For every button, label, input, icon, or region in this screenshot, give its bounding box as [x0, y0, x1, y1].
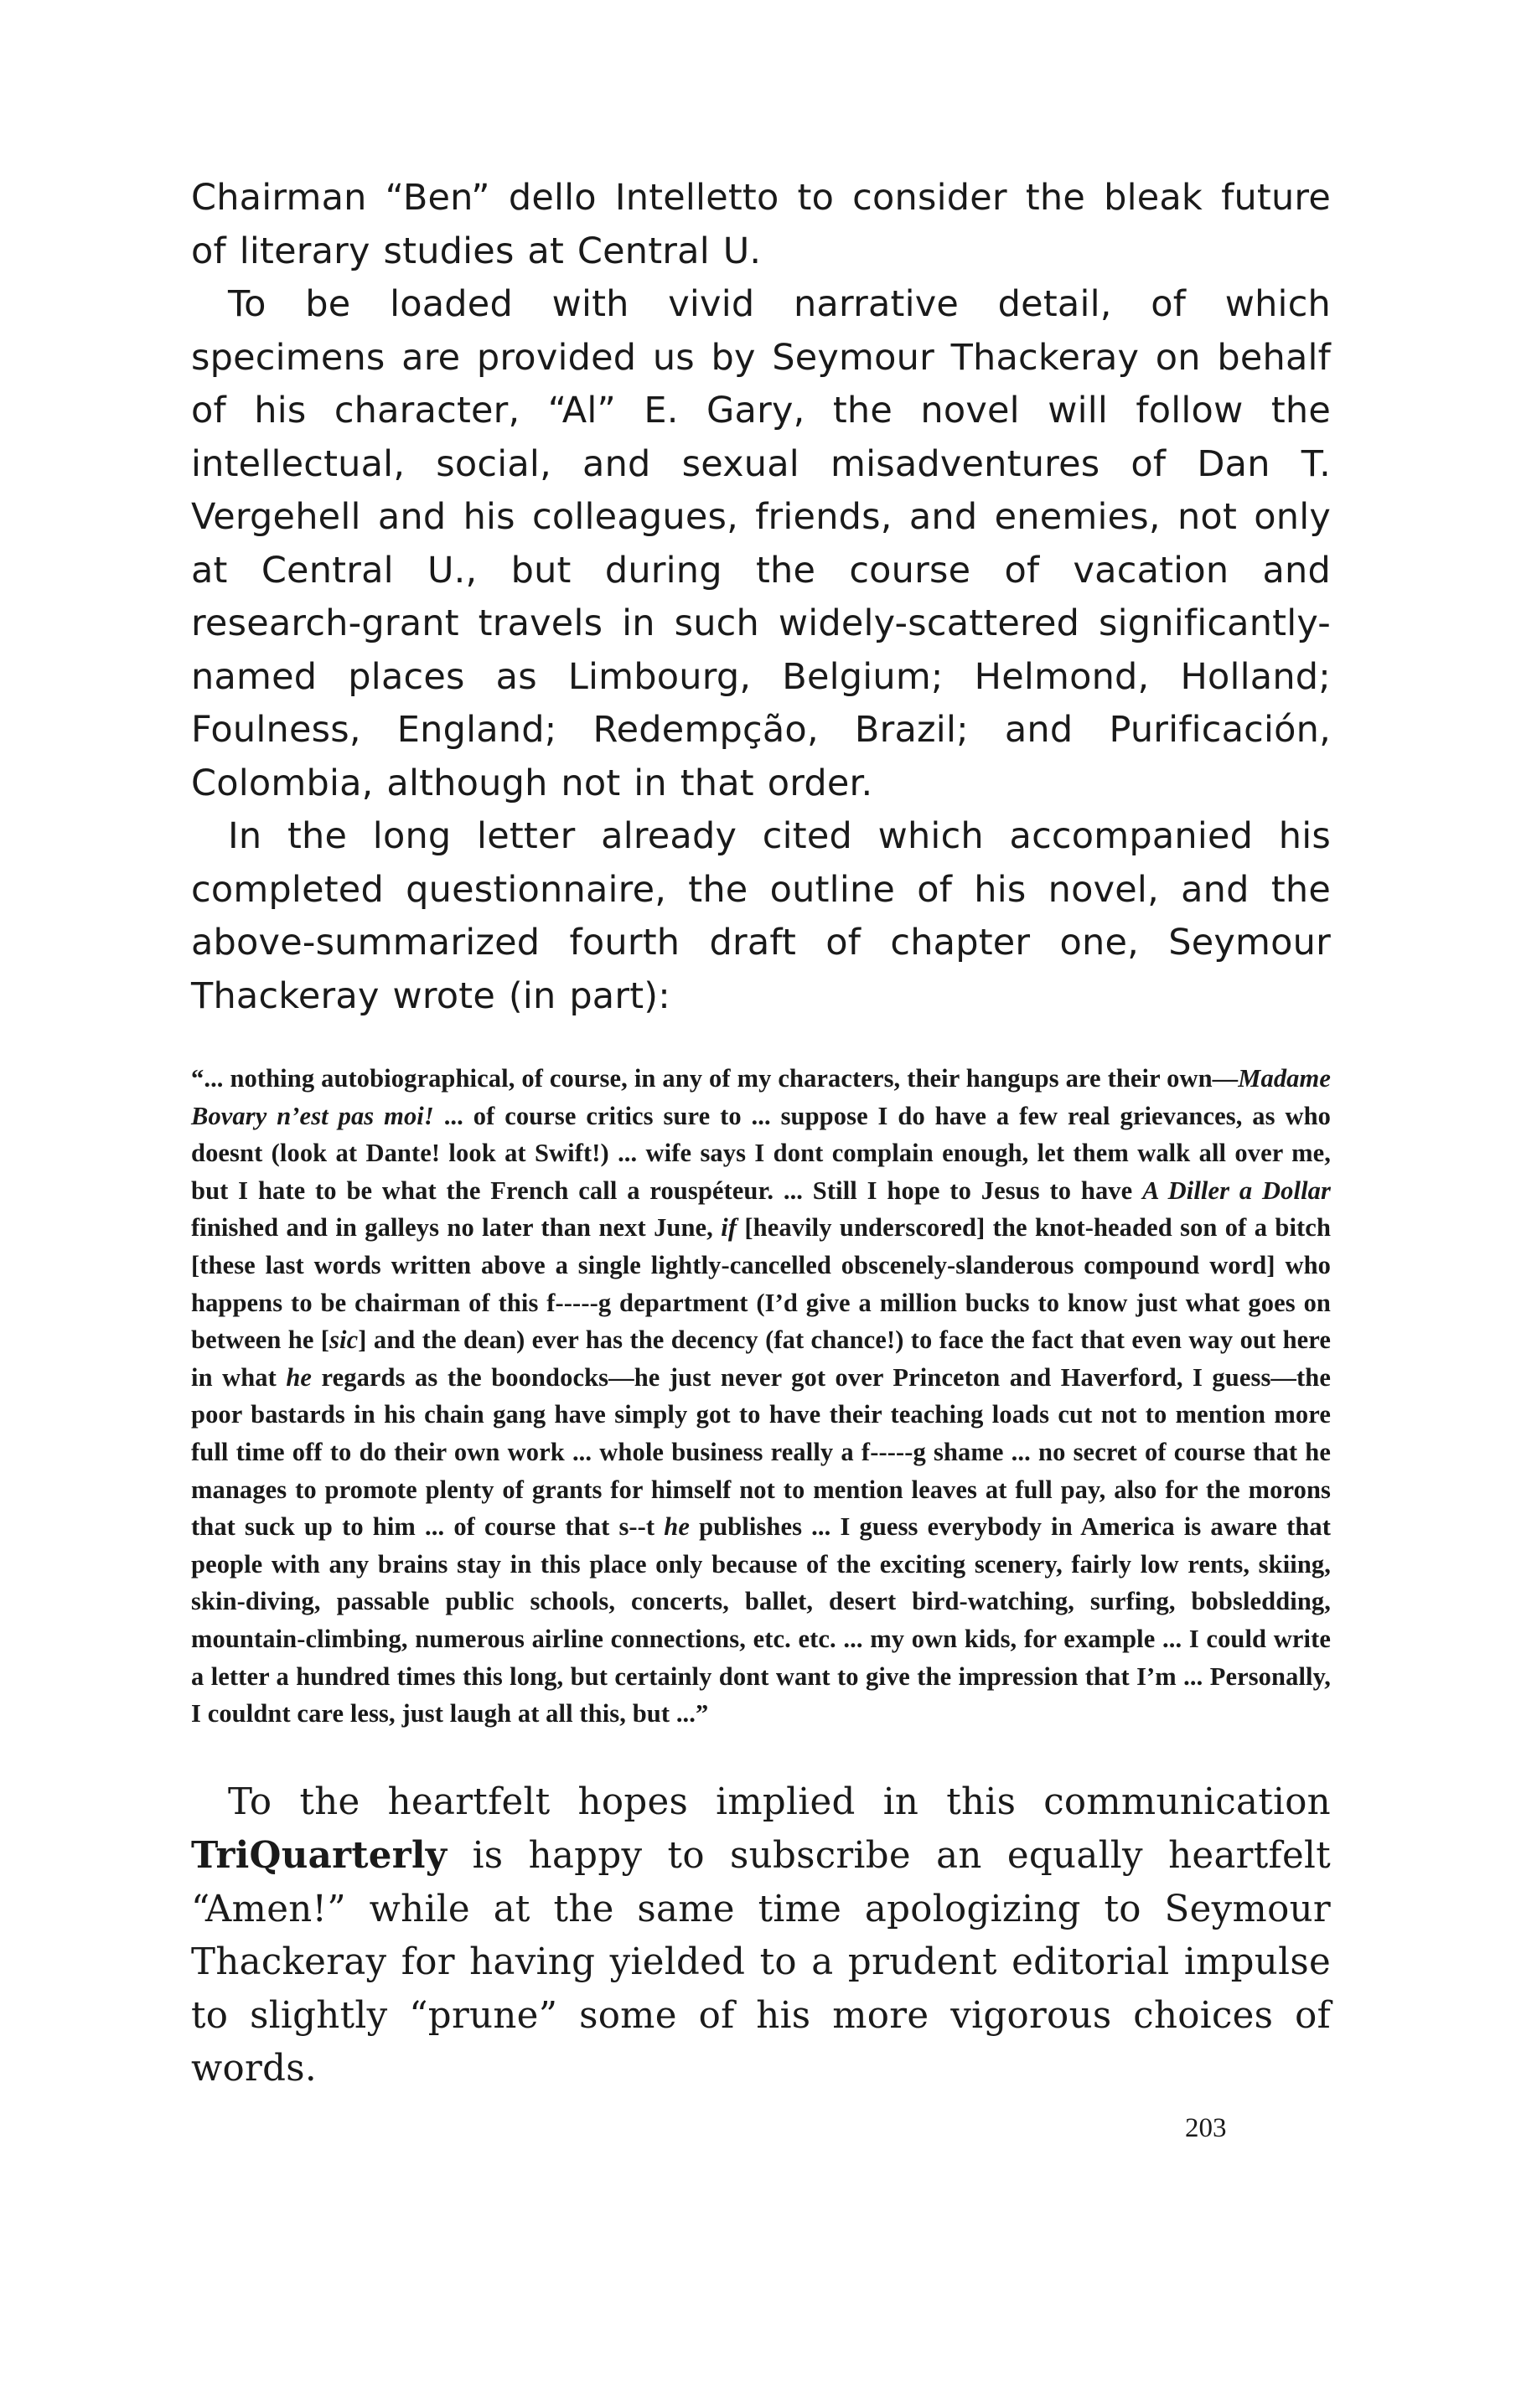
closing-paragraph	[191, 1776, 1331, 2096]
quote-text: “... nothing autobiographical, of course, in any of my characters, their hangups are their own—	[191, 1064, 1239, 1093]
quote-text: regards as the boondocks—he just never got over Princeton and Haverford, I guess—the poor bastards in his chain gang have simply got to have their teaching loads cut not to mention more full time off to do their own work ... whole business really a f-----g shame ... no secret of course that he manages to promote plenty of grants for himself not to mention leaves at full pay, also for the morons that suck up to him ... of course that s--t	[191, 1362, 1331, 1542]
page-number: 203	[1185, 2113, 1227, 2143]
closing-text: is happy to subscribe an equally heartfelt “Amen!” while at the same time apologizing to Seymour Thackeray for having yielded to a prudent editorial impulse to slightly “prune” some of his more vigorous choices of words.	[191, 1835, 1331, 2090]
quote-text: finished and in galleys no later than next June,	[191, 1213, 722, 1243]
quote-text: ] and the dean) ever has the decency (fat chance!) to face the fact that even way out here in what	[191, 1325, 1331, 1392]
quote-italic-title: Madame Bovary n’est pas moi!	[191, 1064, 1331, 1130]
quote-italic-book-title: A Diller a Dollar	[1142, 1176, 1331, 1205]
page-content	[191, 172, 1331, 2096]
paragraph-novel-summary: To be loaded with vivid narrative detail, of which specimens are provided us by Seymour Thackeray on behalf of his character, “Al” E. Gary, the novel will follow the intellectual, social, and sexual misadventures of Dan T. Vergehell and his colleagues, friends, and enemies, not only at Central U., but during the course of vacation and research-grant travels in such widely-scattered significantly-named places as Limbourg, Belgium; Helmond, Holland; Foulness, England; Redempção, Brazil; and Purificación, Colombia, although not in that order.	[191, 283, 1331, 804]
block-quote-letter	[191, 1060, 1331, 1733]
paragraph-continuation: Chairman “Ben” dello Intelletto to consider the bleak future of literary studies at Central U.	[191, 177, 1331, 272]
quote-italic-emphasis: he	[664, 1512, 690, 1542]
paragraph-letter-intro: In the long letter already cited which accompanied his completed questionnaire, the outline of his novel, and the above-summarized fourth draft of chapter one, Seymour Thackeray wrote (in part):	[191, 815, 1331, 1017]
quote-text: publishes ... I guess everybody in America is aware that people with any brains stay in this place only because of the exciting scenery, fairly low rents, skiing, skin-diving, passable public schools, concerts, ballet, desert bird-watching, surfing, bobsledding, mountain-climbing, numerous airline connections, etc. etc. ... my own kids, for example ... I could write a letter a hundred times this long, but certainly dont want to give the impression that I’m ... Personally, I couldnt care less, just laugh at all this, but ...”	[191, 1512, 1331, 1728]
quote-italic-emphasis: he	[286, 1362, 313, 1392]
quote-italic-sic: sic	[329, 1325, 359, 1355]
quote-italic-emphasis: if	[721, 1213, 737, 1243]
quote-text: [heavily underscored] the knot-headed son of a bitch [these last words written above a single lightly-cancelled obscenely-slanderous compound word] who happens to be chairman of this f-----g department (I’d give a million bucks to know just what goes on between he [	[191, 1213, 1332, 1355]
journal-name: TriQuarterly	[191, 1834, 448, 1878]
closing-text: To the heartfelt hopes implied in this communication	[228, 1780, 1331, 1823]
quote-text: ... of course critics sure to ... suppose I do have a few real grievances, as who doesnt (look at Dante! look at Swift!) ... wife says I dont complain enough, let them walk all over me, but I hate to be what the French call a rouspéteur. ... Still I hope to Jesus to have	[191, 1101, 1331, 1205]
